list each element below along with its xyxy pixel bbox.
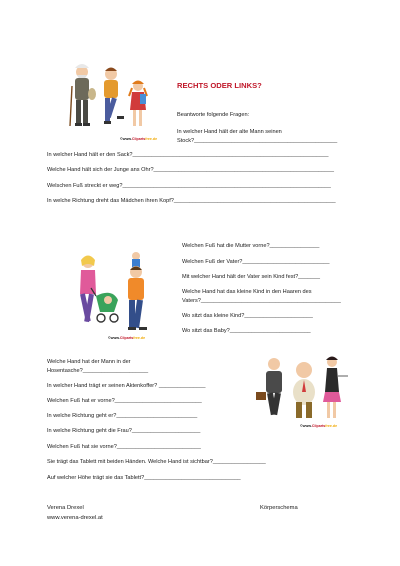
worksheet-title: RECHTS ODER LINKS? — [177, 81, 262, 90]
question-woman-direction: In welche Richtung geht die Frau?______________________ — [47, 428, 201, 434]
question-girl-head-direction: In welche Richtung dreht das Mädchen ihren Kopf?____________________________________________________ — [47, 198, 336, 204]
clipart-credit-1: ©www.Clipartsfree.de — [120, 137, 158, 141]
waitress-figure — [323, 357, 348, 419]
old-man-figure — [70, 64, 96, 126]
question-old-man-stick-2: Stock?______________________________________________ — [177, 138, 338, 144]
question-mother-front-foot: Welchen Fuß hat die Mutter vorne?________________ — [182, 243, 320, 249]
question-father-hand: Mit welcher Hand hält der Vater sein Kind fest?_______ — [182, 274, 320, 280]
illustration-businessman-waitress — [252, 352, 352, 422]
question-boy-ear-hand: Welche Hand hält sich der Junge ans Ohr?__________________________________________________________ — [47, 167, 334, 173]
question-tray-visible-hand: Sie trägt das Tablett mit beiden Händen. Welche Hand ist sichtbar?_________________ — [47, 459, 266, 465]
bald-man-figure — [293, 362, 315, 418]
question-child-hand-hair-2: Vaters?_____________________________________________ — [182, 298, 341, 304]
question-old-man-stick-1: In welcher Hand hält der alte Mann seinen — [177, 129, 282, 135]
father-figure — [128, 252, 147, 330]
footer-topic: Körperschema — [260, 505, 298, 511]
question-child-hand-hair-1: Welche Hand hat das kleine Kind in den Haaren des — [182, 289, 312, 295]
question-man-front-foot: Welchen Fuß hat er vorne?____________________________ — [47, 398, 202, 404]
question-boy-foot: Welschen Fuß streckt er weg?___________________________________________________________________ — [47, 183, 331, 189]
question-sack-hand: In welcher Hand hält er den Sack?_______________________________________________________________ — [47, 152, 329, 158]
clipart-credit-2: ©www.Clipartsfree.de — [108, 336, 146, 340]
question-tray-height: Auf welcher Höhe trägt sie das Tablett?_______________________________ — [47, 475, 241, 481]
question-baby-seat: Wo sitzt das Baby?__________________________ — [182, 328, 311, 334]
girl-figure — [129, 81, 147, 127]
illustration-family-walking — [66, 58, 156, 134]
intro-text: Beantworte folgende Fragen: — [177, 112, 250, 118]
illustration-parents-with-children — [66, 250, 156, 334]
footer-author: Verena Drexel — [47, 505, 84, 511]
question-father-foot: Welchen Fuß der Vater?____________________________ — [182, 259, 330, 265]
clipart-credit-3: ©www.Clipartsfree.de — [300, 424, 338, 428]
question-small-child-seat: Wo sitzt das kleine Kind?______________________ — [182, 313, 313, 319]
mother-figure — [80, 256, 96, 323]
businessman-figure — [256, 358, 282, 415]
boy-figure — [104, 68, 124, 125]
question-man-pocket-hand-2: Hosentasche?_____________________ — [47, 368, 149, 374]
question-man-direction: In welche Richtung geht er?__________________________ — [47, 413, 198, 419]
question-woman-front-foot: Welchen Fuß hat sie vorne?___________________________ — [47, 444, 201, 450]
footer-website: www.verena-drexel.at — [47, 515, 103, 521]
question-briefcase-hand: In welcher Hand trägt er seinen Aktenkoffer? _______________ — [47, 383, 206, 389]
question-man-pocket-hand-1: Welche Hand hat der Mann in der — [47, 359, 131, 365]
